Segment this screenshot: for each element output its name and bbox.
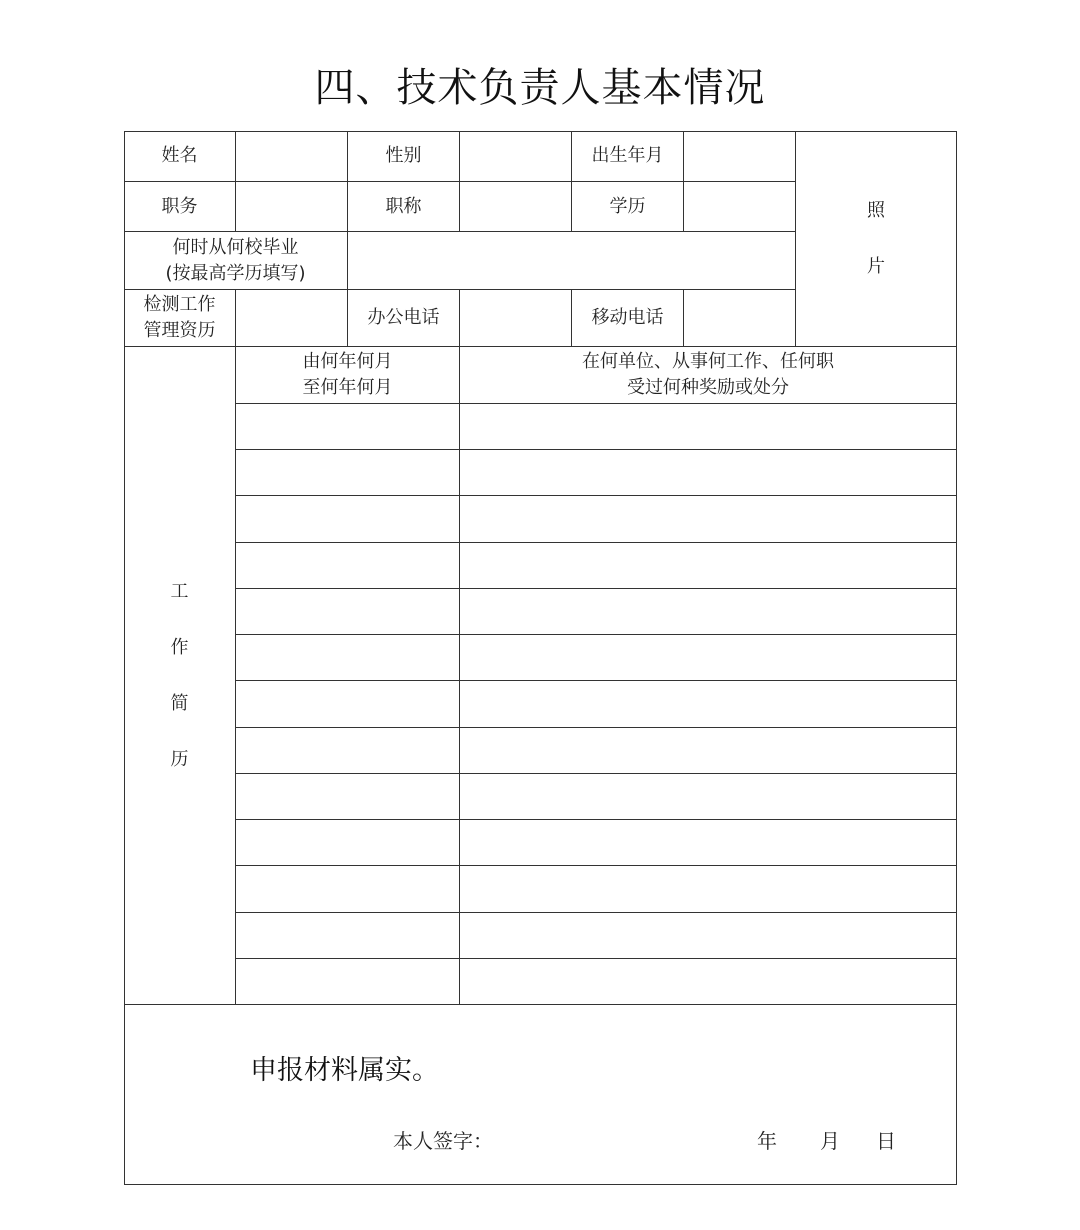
declaration-statement: 申报材料属实。: [250, 1055, 439, 1086]
graduation-field[interactable]: [348, 232, 796, 290]
work-detail-cell[interactable]: [460, 543, 957, 589]
position-field[interactable]: [236, 182, 348, 232]
work-period-cell[interactable]: [236, 450, 460, 496]
work-period-cell[interactable]: [236, 913, 460, 959]
work-detail-header-line1: 在何单位、从事何工作、任何职: [582, 351, 834, 372]
declaration-box: [124, 1005, 957, 1185]
experience-label-line2: 管理资历: [143, 320, 216, 341]
work-detail-cell[interactable]: [460, 496, 957, 542]
experience-label: [124, 290, 236, 347]
work-detail-cell[interactable]: [460, 820, 957, 866]
photo-label-1: 照: [867, 199, 885, 221]
work-detail-cell[interactable]: [460, 681, 957, 727]
title-label: 职称: [348, 182, 460, 232]
date-day-label: 日: [876, 1129, 896, 1153]
page-title: 四、技术负责人基本情况: [314, 65, 766, 111]
work-history-char-3: 简: [170, 692, 189, 714]
work-period-cell[interactable]: [236, 820, 460, 866]
work-period-cell[interactable]: [236, 589, 460, 635]
work-history-label: [124, 347, 236, 1005]
signature-field[interactable]: [500, 1125, 730, 1153]
work-detail-cell[interactable]: [460, 728, 957, 774]
graduation-label: [124, 232, 348, 290]
work-detail-cell[interactable]: [460, 913, 957, 959]
work-detail-cell[interactable]: [460, 450, 957, 496]
work-period-header-line2: 至何年何月: [302, 377, 393, 398]
experience-label-line1: 检测工作: [143, 294, 216, 315]
graduation-label-line1: 何时从何校毕业: [172, 236, 299, 258]
mobile-field[interactable]: [684, 290, 796, 347]
work-history-char-4: 历: [170, 748, 189, 770]
title-field[interactable]: [460, 182, 572, 232]
work-period-cell[interactable]: [236, 728, 460, 774]
work-detail-cell[interactable]: [460, 589, 957, 635]
work-period-cell[interactable]: [236, 404, 460, 450]
work-period-cell[interactable]: [236, 496, 460, 542]
work-period-cell[interactable]: [236, 543, 460, 589]
photo-label-2: 片: [867, 255, 885, 277]
gender-label: 性别: [348, 131, 460, 182]
work-detail-cell[interactable]: [460, 635, 957, 681]
mobile-label: 移动电话: [572, 290, 684, 347]
work-period-header: [236, 347, 460, 404]
work-detail-header-line2: 受过何种奖励或处分: [627, 377, 789, 398]
work-period-header-line1: 由何年何月: [302, 351, 393, 372]
birth-field[interactable]: [684, 131, 796, 182]
work-detail-cell[interactable]: [460, 866, 957, 912]
work-history-char-2: 作: [170, 636, 189, 658]
work-detail-cell[interactable]: [460, 774, 957, 820]
date-year-label: 年: [757, 1129, 777, 1153]
office-phone-label: 办公电话: [348, 290, 460, 347]
work-detail-cell[interactable]: [460, 404, 957, 450]
signature-label: 本人签字：: [393, 1129, 493, 1153]
graduation-label-line2: (按最高学历填写): [165, 262, 306, 284]
office-phone-field[interactable]: [460, 290, 572, 347]
name-field[interactable]: [236, 131, 348, 182]
work-period-cell[interactable]: [236, 959, 460, 1005]
work-detail-header: [460, 347, 957, 404]
work-period-cell[interactable]: [236, 774, 460, 820]
work-period-cell[interactable]: [236, 681, 460, 727]
work-period-cell[interactable]: [236, 866, 460, 912]
gender-field[interactable]: [460, 131, 572, 182]
work-history-char-1: 工: [170, 580, 189, 602]
date-month-label: 月: [820, 1129, 840, 1153]
work-detail-cell[interactable]: [460, 959, 957, 1005]
photo-box[interactable]: [796, 131, 957, 347]
birth-label: 出生年月: [572, 131, 684, 182]
name-label: 姓名: [124, 131, 236, 182]
education-field[interactable]: [684, 182, 796, 232]
position-label: 职务: [124, 182, 236, 232]
experience-field[interactable]: [236, 290, 348, 347]
work-period-cell[interactable]: [236, 635, 460, 681]
education-label: 学历: [572, 182, 684, 232]
